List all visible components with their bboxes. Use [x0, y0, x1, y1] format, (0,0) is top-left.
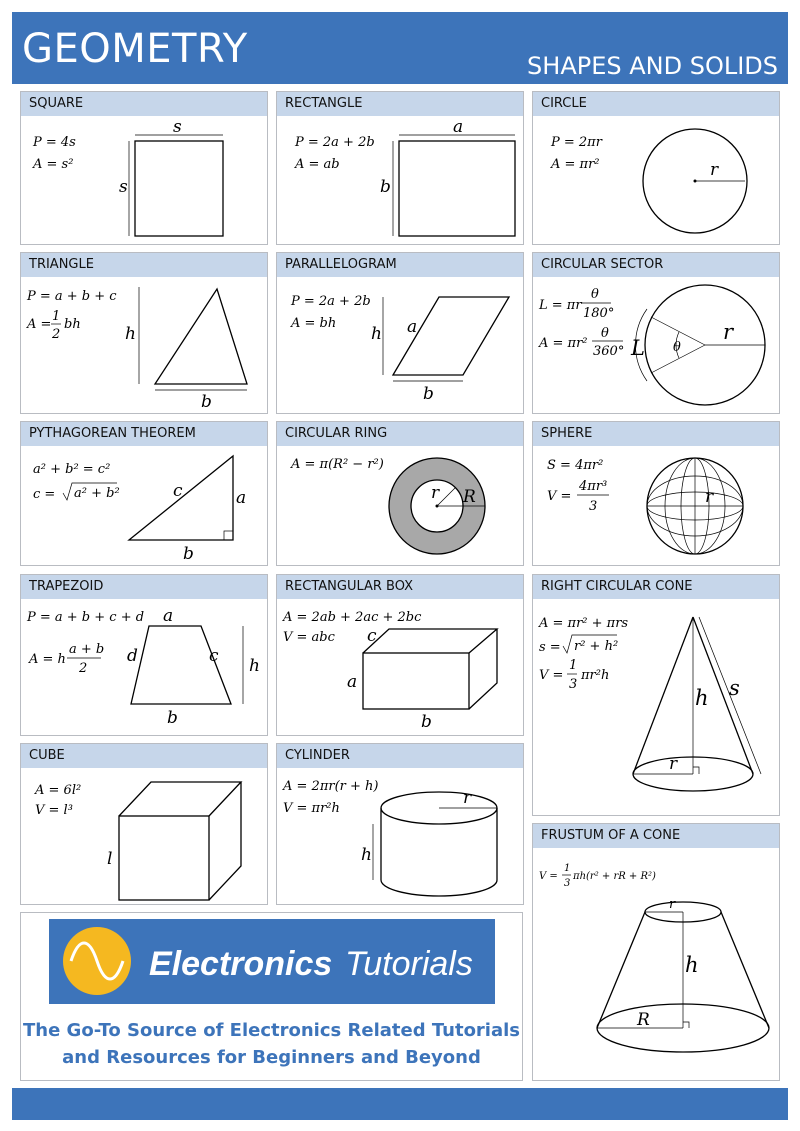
triangle-diagram: [21, 277, 267, 413]
fraction-denominator: 3: [569, 677, 578, 692]
rectangular-box-diagram: [277, 599, 523, 735]
page-footer-bar: [12, 1088, 788, 1120]
fraction-denominator: 180°: [583, 306, 615, 321]
cube-area-formula: A = 6l²: [35, 783, 82, 798]
sector-length-formula: L = πr: [539, 298, 582, 313]
label-h: h: [249, 656, 260, 676]
cone-side: [633, 617, 693, 774]
fraction-numerator: θ: [591, 287, 599, 302]
pythagorean-diagram: [21, 446, 267, 565]
triangle-shape: [155, 289, 247, 384]
label-L: L: [631, 336, 645, 360]
triangle-area-formula-tail: bh: [64, 317, 81, 332]
rectangle-shape: [399, 141, 515, 236]
pythagorean-formula: a² + b² = c²: [33, 462, 111, 477]
label-theta: θ: [673, 340, 681, 355]
label-a: a: [163, 606, 174, 626]
logo-text-light: Tutorials: [345, 945, 473, 983]
card-title: CIRCULAR RING: [277, 422, 523, 446]
card-sphere: [532, 421, 780, 566]
card-title: CIRCLE: [533, 92, 779, 116]
card-title: TRAPEZOID: [21, 575, 267, 599]
fraction-numerator: 4πr³: [579, 479, 608, 494]
box-area-formula: A = 2ab + 2ac + 2bc: [283, 610, 422, 625]
sphere-diagram: [533, 446, 779, 565]
tagline-line-1: The Go-To Source of Electronics Related Tutorials: [22, 1020, 521, 1041]
label-d: d: [127, 646, 138, 666]
fraction-numerator: a + b: [69, 642, 105, 657]
logo-text-bold: Electronics: [149, 945, 333, 983]
cylinder-area-formula: A = 2πr(r + h): [283, 779, 379, 794]
sqrt-content: r² + h²: [574, 639, 619, 654]
label-a: a: [453, 117, 464, 137]
trapezoid-diagram: [21, 599, 267, 735]
cone-volume-formula: V =: [539, 668, 564, 683]
label-R: R: [463, 487, 476, 507]
circle-area-formula: A = πr²: [551, 157, 600, 172]
card-title: SPHERE: [533, 422, 779, 446]
label-r: r: [705, 487, 714, 507]
fraction-numerator: 1: [569, 658, 578, 673]
box-volume-formula: V = abc: [283, 630, 335, 645]
sphere-surface-formula: S = 4πr²: [547, 458, 604, 473]
cube-volume-formula: V = l³: [35, 803, 73, 818]
card-circle: [532, 91, 780, 245]
label-b: b: [167, 708, 178, 728]
label-h: h: [371, 324, 382, 344]
box-front: [363, 653, 469, 709]
label-l: l: [107, 849, 113, 869]
fraction-denominator: 3: [589, 499, 598, 514]
cone-slant-formula: s =: [539, 640, 561, 655]
label-h: h: [685, 953, 699, 977]
circular-sector-diagram: [533, 277, 779, 413]
cube-top: [119, 782, 241, 816]
card-title: RECTANGULAR BOX: [277, 575, 523, 599]
card-circular-sector: [532, 252, 780, 414]
parallelogram-perimeter-formula: P = 2a + 2b: [291, 294, 371, 309]
fraction-numerator: θ: [601, 326, 609, 341]
tagline-line-2: and Resources for Beginners and Beyond: [62, 1047, 481, 1068]
fraction-numerator: 1: [52, 309, 61, 324]
sphere-volume-formula: V =: [547, 489, 572, 504]
square-shape: [135, 141, 223, 236]
rectangle-area-formula: A = ab: [295, 157, 340, 172]
label-h: h: [695, 686, 709, 710]
cube-front: [119, 816, 209, 900]
cone-diagram: [533, 599, 779, 815]
card-title: CIRCULAR SECTOR: [533, 253, 779, 277]
electronics-tutorials-logo[interactable]: [49, 919, 495, 1004]
right-angle-marker: [224, 531, 233, 540]
ring-area-formula: A = π(R² − r²): [291, 457, 384, 472]
fraction-denominator: 360°: [593, 344, 625, 359]
label-r: r: [431, 483, 440, 503]
card-square: [20, 91, 268, 245]
label-a: a: [347, 672, 358, 692]
card-title: PYTHAGOREAN THEOREM: [21, 422, 267, 446]
card-rectangular-box: [276, 574, 524, 736]
label-b: b: [421, 712, 432, 732]
cylinder-diagram: [277, 768, 523, 904]
label-a: a: [407, 317, 418, 337]
card-title: RECTANGLE: [277, 92, 523, 116]
cube-diagram: [21, 768, 267, 904]
fraction-denominator: 2: [79, 661, 88, 676]
label-R: R: [637, 1010, 650, 1030]
label-b: b: [201, 392, 212, 412]
sqrt-content: a² + b²: [74, 486, 120, 501]
trapezoid-perimeter-formula: P = a + b + c + d: [27, 610, 145, 625]
triangle-perimeter-formula: P = a + b + c: [27, 289, 117, 304]
label-s: s: [729, 676, 740, 700]
label-r: r: [723, 320, 734, 344]
label-r: r: [710, 160, 719, 180]
card-trapezoid: [20, 574, 268, 736]
card-title: PARALLELOGRAM: [277, 253, 523, 277]
circular-ring-diagram: [277, 446, 523, 565]
card-title: CYLINDER: [277, 744, 523, 768]
card-title: CUBE: [21, 744, 267, 768]
circle-perimeter-formula: P = 2πr: [551, 135, 602, 150]
card-title: RIGHT CIRCULAR CONE: [533, 575, 779, 599]
cone-area-formula: A = πr² + πrs: [539, 616, 629, 631]
card-title: SQUARE: [21, 92, 267, 116]
label-r: r: [463, 788, 472, 808]
box-top: [363, 629, 497, 653]
cylinder-body: [381, 808, 497, 896]
label-a: a: [236, 488, 247, 508]
square-perimeter-formula: P = 4s: [33, 135, 76, 150]
label-s: s: [173, 117, 182, 137]
frustum-diagram: [533, 848, 779, 1080]
parallelogram-diagram: [277, 277, 523, 413]
page-subtitle: SHAPES AND SOLIDS: [527, 52, 778, 80]
fraction-numerator: 1: [564, 863, 571, 874]
hypotenuse-formula: c =: [33, 487, 56, 502]
cone-volume-formula-tail: πr²h: [581, 668, 610, 683]
label-s: s: [119, 177, 128, 197]
card-cylinder: [276, 743, 524, 905]
sector-area-formula: A = πr²: [539, 336, 588, 351]
card-cube: [20, 743, 268, 905]
label-c: c: [173, 481, 183, 501]
parallelogram-area-formula: A = bh: [291, 316, 337, 331]
promo-box: [20, 912, 523, 1081]
trapezoid-area-formula: A = h: [29, 652, 66, 667]
rectangle-perimeter-formula: P = 2a + 2b: [295, 135, 375, 150]
page-header: [12, 12, 788, 84]
card-rectangle: [276, 91, 524, 245]
rectangle-diagram: [277, 116, 523, 244]
label-c: c: [367, 626, 377, 646]
square-diagram: [21, 116, 267, 244]
page-title: GEOMETRY: [22, 26, 248, 72]
card-triangle: [20, 252, 268, 414]
frustum-volume-formula-tail: πh(r² + rR + R²): [573, 871, 656, 882]
label-h: h: [125, 324, 136, 344]
label-r: r: [669, 754, 678, 774]
label-c: c: [209, 646, 219, 666]
label-h: h: [361, 845, 372, 865]
frustum-side: [721, 912, 769, 1028]
card-frustum-of-a-cone: [532, 823, 780, 1081]
circle-diagram: [533, 116, 779, 244]
label-r: r: [669, 897, 676, 912]
fraction-denominator: 2: [52, 327, 61, 342]
card-circular-ring: [276, 421, 524, 566]
label-b: b: [183, 544, 194, 564]
card-parallelogram: [276, 252, 524, 414]
tagline: [21, 1017, 522, 1071]
cylinder-volume-formula: V = πr²h: [283, 801, 340, 816]
fraction-denominator: 3: [564, 878, 571, 889]
card-pythagorean-theorem: [20, 421, 268, 566]
card-right-circular-cone: [532, 574, 780, 816]
label-b: b: [423, 384, 434, 404]
frustum-volume-formula: V =: [539, 871, 558, 882]
card-title: FRUSTUM OF A CONE: [533, 824, 779, 848]
triangle-area-formula: A =: [27, 317, 52, 332]
square-area-formula: A = s²: [33, 157, 74, 172]
label-b: b: [380, 177, 391, 197]
card-title: TRIANGLE: [21, 253, 267, 277]
